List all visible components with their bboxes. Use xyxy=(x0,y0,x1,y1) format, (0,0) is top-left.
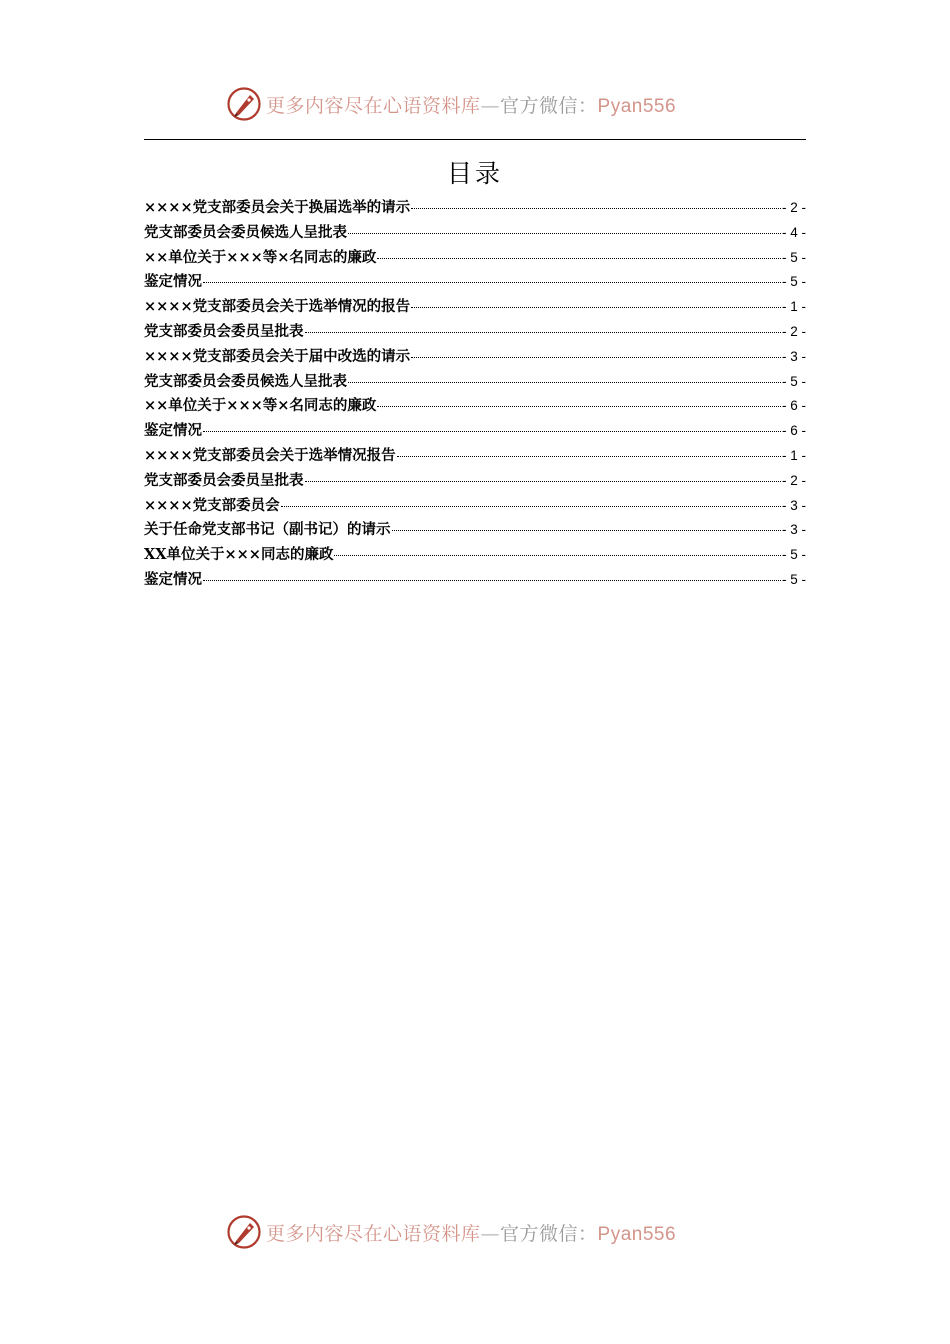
toc-leader xyxy=(281,505,781,507)
toc-entry[interactable] xyxy=(144,444,806,469)
toc-entry[interactable] xyxy=(144,295,806,320)
toc-entry-page: - 5 - xyxy=(781,373,806,389)
toc-entry-page: - 2 - xyxy=(781,472,806,488)
pen-nib-logo-icon xyxy=(226,86,262,122)
toc-entry[interactable] xyxy=(144,543,806,568)
toc-leader xyxy=(348,232,781,234)
toc-entry-page: - 5 - xyxy=(781,249,806,265)
toc-entry[interactable] xyxy=(144,370,806,395)
toc-entry-text: ××单位关于×××等×名同志的廉政 xyxy=(144,397,377,415)
toc-entry[interactable] xyxy=(144,320,806,345)
header-watermark xyxy=(226,84,676,124)
toc-entry-text: ××××党支部委员会关于届中改选的请示 xyxy=(144,347,411,365)
toc-entry-text: ××单位关于×××等×名同志的廉政 xyxy=(144,248,377,266)
toc-leader xyxy=(203,430,781,432)
toc-leader xyxy=(305,480,781,482)
toc-entry-page: - 6 - xyxy=(781,398,806,414)
footer-watermark xyxy=(226,1212,676,1252)
toc-entry-page: - 5 - xyxy=(781,274,806,290)
toc-entry-page: - 3 - xyxy=(781,522,806,538)
toc-entry-text: ××××党支部委员会关于选举情况的报告 xyxy=(144,298,411,316)
toc-entry[interactable] xyxy=(144,518,806,543)
toc-entry-text: ××××党支部委员会关于选举情况报告 xyxy=(144,446,396,464)
toc-leader xyxy=(397,455,781,457)
toc-entry[interactable] xyxy=(144,568,806,593)
toc-entry-text: 党支部委员会委员候选人呈批表 xyxy=(144,223,347,241)
header-rule xyxy=(144,139,806,140)
pen-nib-logo-icon xyxy=(226,1214,262,1250)
toc-entry-page: - 3 - xyxy=(781,497,806,513)
watermark-separator: — xyxy=(480,1222,501,1245)
watermark-account-id: Pyan556 xyxy=(597,95,677,117)
toc-leader xyxy=(377,405,781,407)
toc-leader xyxy=(411,207,781,209)
toc-entry-text: 鉴定情况 xyxy=(144,570,202,588)
toc-entry-text: 鉴定情况 xyxy=(144,273,202,291)
toc-entry-page: - 2 - xyxy=(781,323,806,339)
toc-entry-text: 关于任命党支部书记（副书记）的请示 xyxy=(144,521,391,539)
toc-entry-text: 党支部委员会委员候选人呈批表 xyxy=(144,372,347,390)
toc-entry-text: ××××党支部委员会 xyxy=(144,496,280,514)
toc-leader xyxy=(203,281,781,283)
toc-leader xyxy=(334,554,781,556)
watermark-main-text: 更多内容尽在心语资料库 xyxy=(266,1222,481,1245)
toc-entry[interactable] xyxy=(144,270,806,295)
watermark-label: 官方微信： xyxy=(500,1222,598,1245)
toc-leader xyxy=(348,381,781,383)
toc-leader xyxy=(411,356,781,358)
toc-entry[interactable] xyxy=(144,419,806,444)
toc-entry-text: ××××党支部委员会关于换届选举的请示 xyxy=(144,199,411,216)
toc-entry[interactable] xyxy=(144,394,806,419)
toc-entry-page: - 6 - xyxy=(781,423,806,439)
toc-leader xyxy=(411,306,781,308)
toc-entry-page: - 1 - xyxy=(781,299,806,315)
toc-list xyxy=(144,196,806,593)
toc-leader xyxy=(392,529,781,531)
watermark-separator: — xyxy=(480,94,501,117)
toc-entry[interactable] xyxy=(144,221,806,246)
toc-entry[interactable] xyxy=(144,196,806,221)
toc-entry-page: - 3 - xyxy=(781,348,806,364)
toc-entry-page: - 5 - xyxy=(781,547,806,563)
toc-leader xyxy=(377,257,781,259)
toc-entry[interactable] xyxy=(144,246,806,271)
toc-title: 目录 xyxy=(446,159,503,188)
watermark-main-text: 更多内容尽在心语资料库 xyxy=(266,94,481,117)
toc-entry-text: XX单位关于×××同志的廉政 xyxy=(144,546,334,564)
toc-entry-page: - 5 - xyxy=(781,571,806,587)
watermark-label: 官方微信： xyxy=(500,94,598,117)
toc-entry-text: 鉴定情况 xyxy=(144,422,202,440)
toc-entry-text: 党支部委员会委员呈批表 xyxy=(144,322,304,340)
toc-entry[interactable] xyxy=(144,469,806,494)
toc-entry[interactable] xyxy=(144,345,806,370)
toc-entry[interactable] xyxy=(144,494,806,519)
watermark-account-id: Pyan556 xyxy=(597,1223,677,1245)
toc-leader xyxy=(203,579,781,581)
toc-entry-text: 党支部委员会委员呈批表 xyxy=(144,471,304,489)
toc-entry-page: - 4 - xyxy=(781,224,806,240)
toc-entry-page: - 1 - xyxy=(781,447,806,463)
toc-entry-page: - 2 - xyxy=(781,200,806,215)
toc-leader xyxy=(305,331,781,333)
